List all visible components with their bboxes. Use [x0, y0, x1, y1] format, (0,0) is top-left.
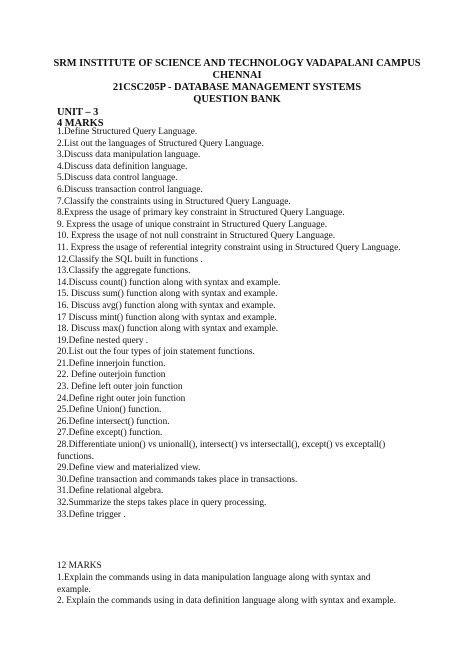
twelve-marks-heading: 12 MARKS: [57, 561, 102, 571]
question-item: 13.Classify the aggregate functions.: [57, 266, 191, 277]
question-item: 6.Discuss transaction control language.: [57, 184, 203, 195]
question-item: 1.Define Structured Query Language.: [57, 127, 198, 137]
twelve-marks-question-list: [57, 573, 437, 608]
question-item: 23. Define left outer join function: [57, 382, 183, 393]
question-item: 19.Define nested query .: [57, 335, 149, 346]
question-item: 21.Define innerjoin function.: [57, 358, 166, 369]
question-item: 20.List out the four types of join statement functions.: [57, 347, 255, 358]
question-item: 25.Define Union() function.: [57, 405, 162, 416]
question-item: 33.Define trigger .: [57, 509, 126, 520]
question-item: 18. Discuss max() function along with syntax and example.: [57, 324, 279, 335]
question-item: 5.Discuss data control language.: [57, 173, 178, 184]
question-item-continuation: example.: [57, 584, 91, 595]
question-item: 17 Discuss mint() function along with syntax and example.: [57, 312, 277, 323]
question-item: 2.List out the languages of Structured Query Language.: [57, 138, 264, 149]
four-marks-question-list: [57, 127, 437, 521]
institute-name: SRM INSTITUTE OF SCIENCE AND TECHNOLOGY VADAPALANI CAMPUS: [53, 58, 421, 69]
four-marks-heading: 4 MARKS: [57, 118, 104, 129]
unit-heading: UNIT – 3: [57, 107, 99, 118]
question-item: 22. Define outerjoin function: [57, 370, 166, 381]
question-item: 31.Define relational algebra.: [57, 486, 164, 497]
question-item: 11. Express the usage of referential integrity constraint using in Structured Query Language.: [57, 242, 401, 253]
question-item: 3.Discuss data manipulation language.: [57, 150, 201, 161]
question-item: 15. Discuss sum() function along with syntax and example.: [57, 289, 278, 300]
question-item: 14.Discuss count() function along with syntax and example.: [57, 277, 281, 288]
institute-city: CHENNAI: [212, 70, 262, 81]
question-item: 32.Summarize the steps takes place in query processing.: [57, 498, 267, 508]
question-item: 16. Discuss avg() function along with syntax and example.: [57, 300, 276, 311]
course-title: 21CSC205P - DATABASE MANAGEMENT SYSTEMS: [112, 82, 362, 93]
question-item: 4.Discuss data definition language.: [57, 161, 188, 172]
question-item: 30.Define transaction and commands takes place in transactions.: [57, 474, 298, 485]
question-item: 7.Classify the constraints using in Structured Query Language.: [57, 196, 291, 207]
question-item: 1.Explain the commands using in data manipulation language along with syntax and: [57, 573, 371, 583]
question-item: 2. Explain the commands using in data definition language along with syntax and example.: [57, 596, 397, 607]
question-item: 10. Express the usage of not null constraint in Structured Query Language.: [57, 231, 336, 242]
question-item: 9. Express the usage of unique constraint in Structured Query Language.: [57, 219, 328, 230]
question-item-continuation: functions.: [57, 451, 94, 462]
question-item: 26.Define intersect() function.: [57, 416, 170, 427]
document-title: QUESTION BANK: [193, 94, 281, 105]
document-header: [0, 58, 474, 106]
question-item: 28.Differentiate union() vs unionall(), intersect() vs intersectall(), except() vs exceptall(): [57, 440, 386, 451]
question-item: 12.Classify the SQL built in functions .: [57, 254, 203, 265]
question-item: 8.Express the usage of primary key constraint in Structured Query Language.: [57, 208, 345, 219]
question-item: 27.Define except() function.: [57, 428, 163, 439]
question-item: 24.Define right outer join function: [57, 393, 186, 404]
question-item: 29.Define view and materialized view.: [57, 463, 201, 474]
